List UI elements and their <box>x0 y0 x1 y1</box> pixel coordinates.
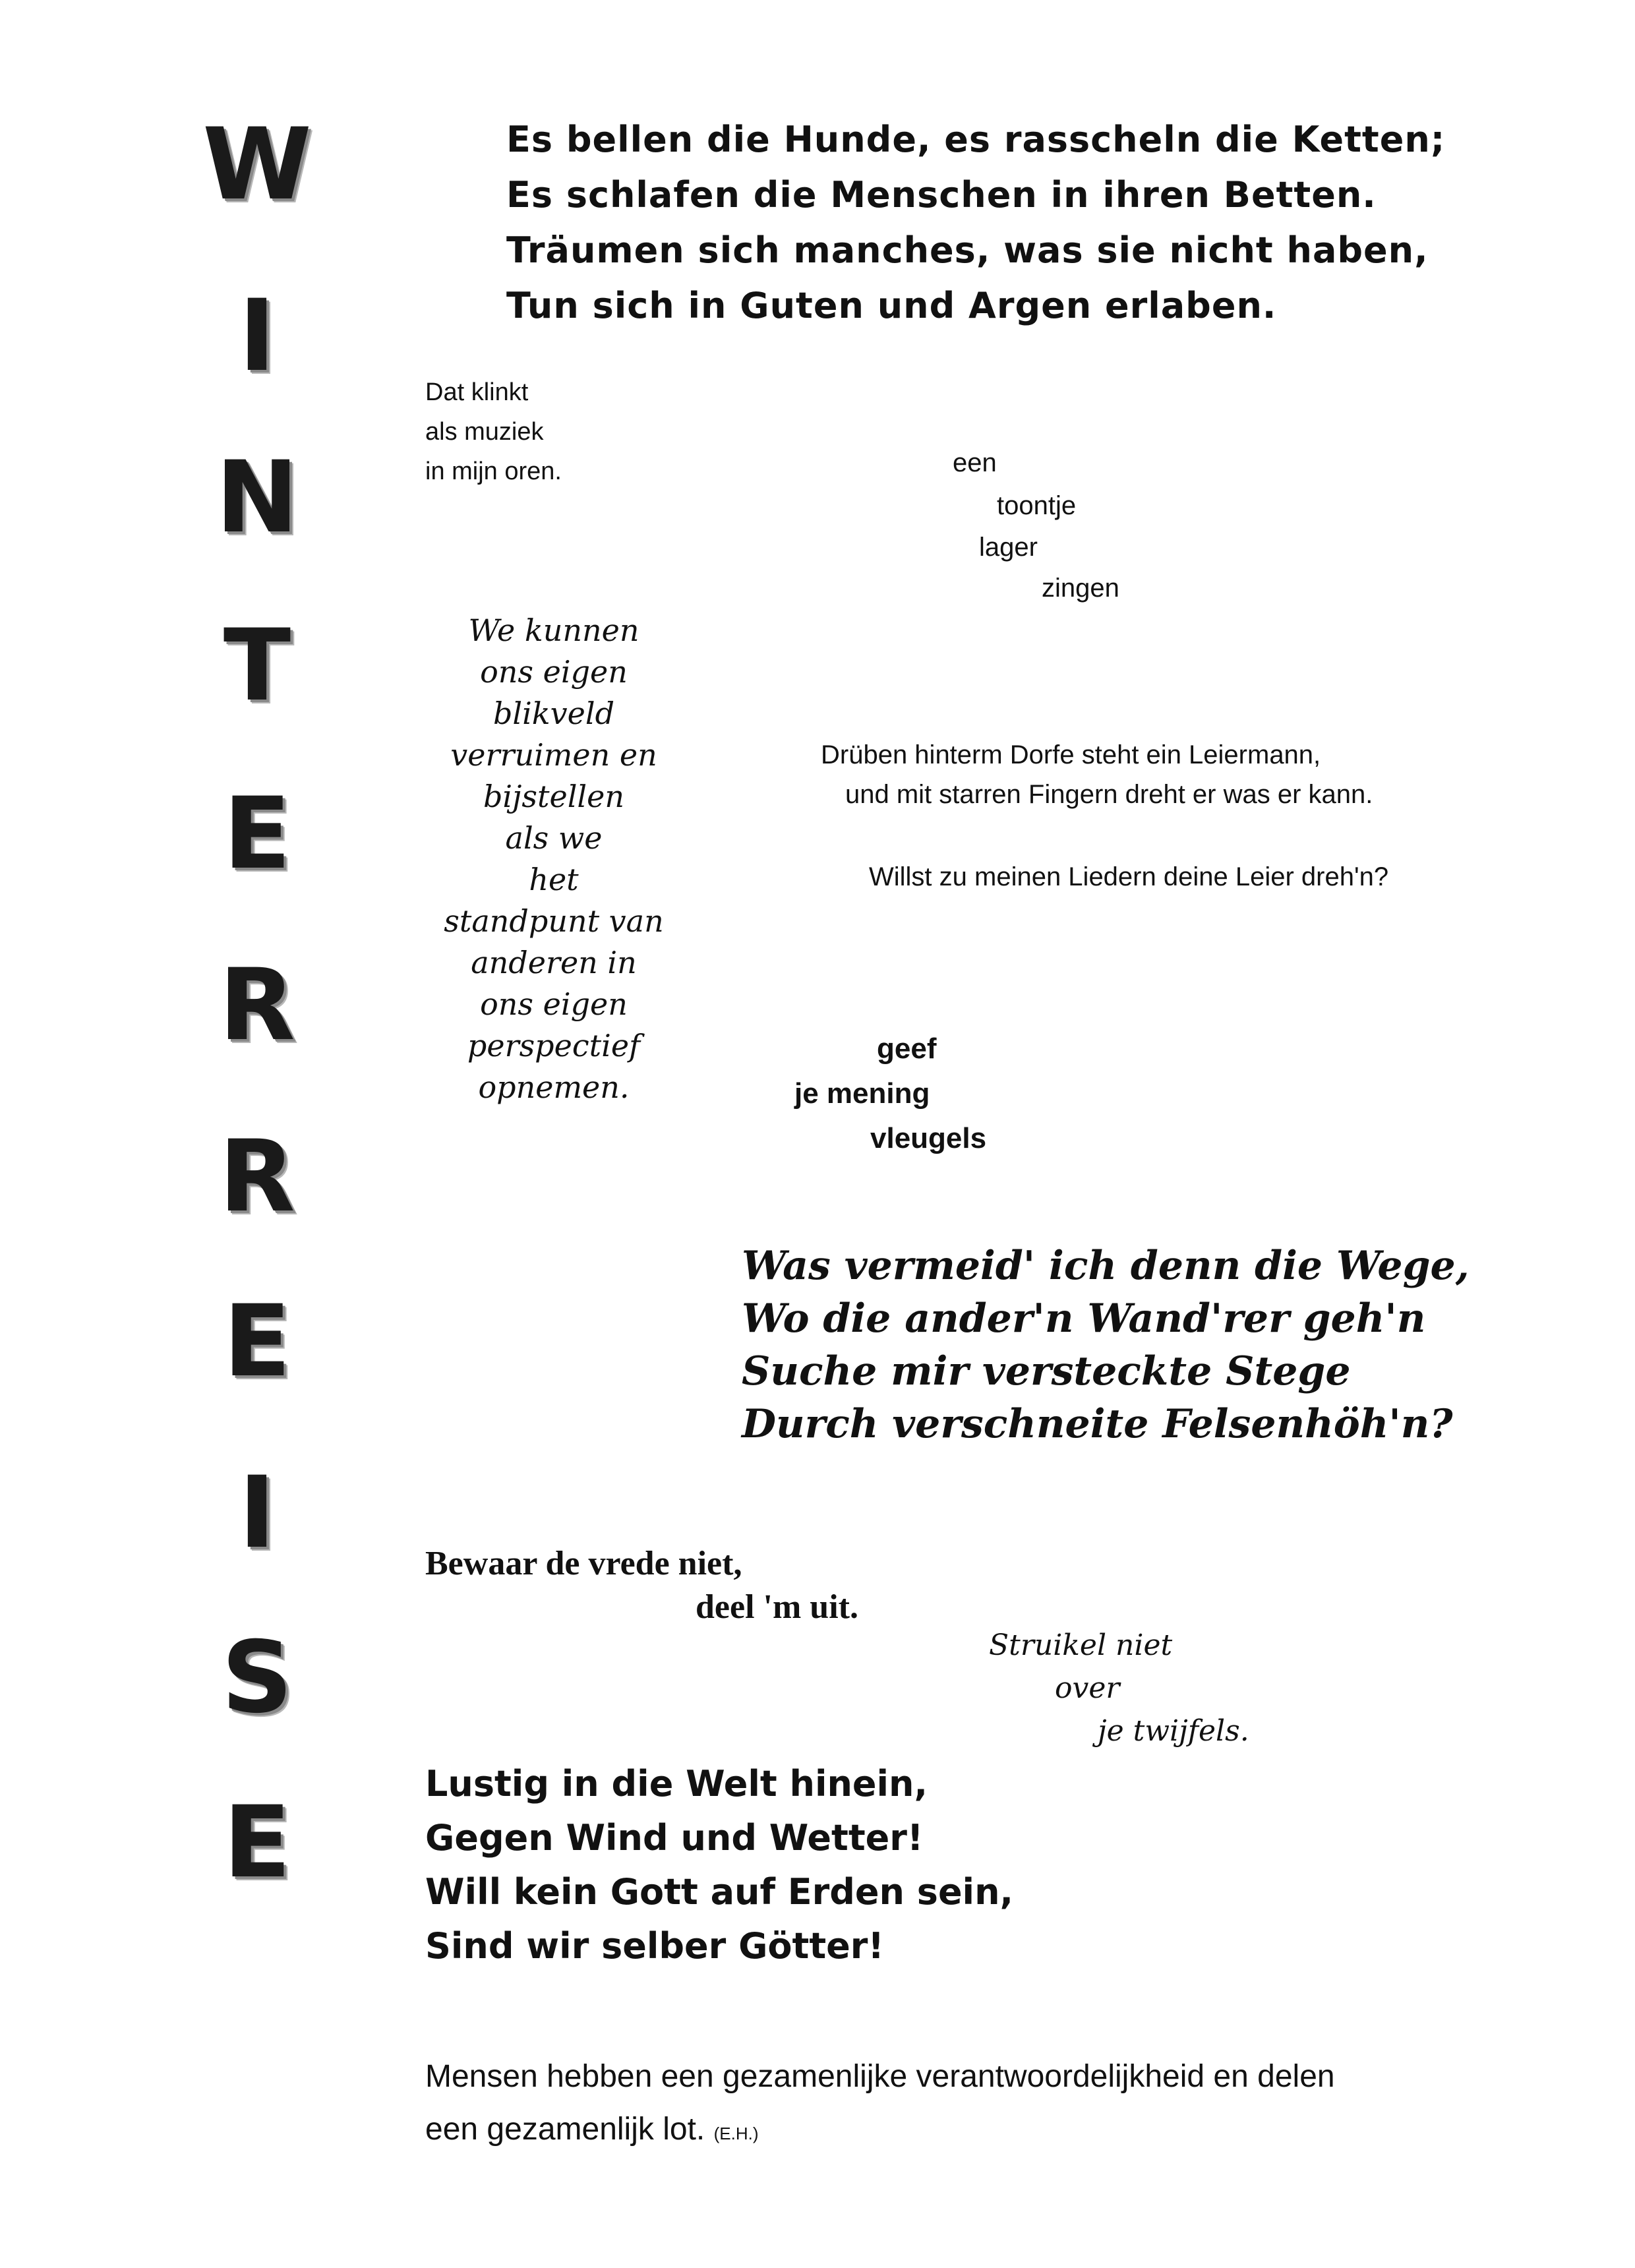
title-letter: E <box>223 1284 291 1399</box>
poem-line: Wo die ander'n Wand'rer geh'n <box>742 1296 1426 1342</box>
title-letter: R <box>219 1119 295 1234</box>
closing-statement <box>425 2050 1335 2160</box>
text-line: Drüben hinterm Dorfe steht ein Leiermann, <box>821 740 1321 769</box>
text-line: bijstellen <box>483 779 624 814</box>
text-line: und mit starren Fingern dreht er was er kann. <box>845 780 1373 809</box>
text-line: Mensen hebben een gezamenlijke verantwoordelijkheid en delen <box>425 2059 1335 2094</box>
text-line: over <box>1055 1671 1120 1705</box>
text-line: je mening <box>794 1077 930 1110</box>
author-initials: (E.H.) <box>713 2124 759 2143</box>
text-line: een <box>953 448 997 477</box>
text-line: blikveld <box>492 696 615 731</box>
title-letter: E <box>223 1785 291 1900</box>
text-line: vleugels <box>870 1122 987 1154</box>
text-line: Dat klinkt <box>425 378 529 406</box>
text-line: toontje <box>997 491 1077 520</box>
text-line: geef <box>877 1032 937 1065</box>
text-line: het <box>529 862 579 897</box>
blikveld-block <box>396 610 712 1108</box>
poem-line: Es schlafen die Menschen in ihren Betten. <box>506 174 1377 216</box>
muziek-block <box>425 373 562 491</box>
text-line: opnemen. <box>478 1069 630 1105</box>
poem-line: Lustig in die Welt hinein, <box>425 1763 928 1805</box>
text-line: lager <box>979 533 1038 562</box>
text-line: je twijfels. <box>1098 1714 1249 1748</box>
title-letter: W <box>202 107 312 222</box>
wege-stanza <box>742 1239 1470 1450</box>
text-line: Bewaar de vrede niet, <box>425 1545 742 1582</box>
text-line: Struikel niet <box>989 1628 1173 1662</box>
text-line: standpunt van <box>444 903 664 939</box>
poem-line: Was vermeid' ich denn die Wege, <box>742 1243 1470 1289</box>
stanza-dogs <box>506 112 1445 334</box>
text-line: We kunnen <box>468 612 639 648</box>
poem-line: Suche mir versteckte Stege <box>742 1348 1351 1394</box>
poem-line: Sind wir selber Götter! <box>425 1925 885 1967</box>
text-line: deel 'm uit. <box>696 1588 858 1626</box>
poem-line: Träumen sich manches, was sie nicht haben, <box>506 229 1429 271</box>
text-line: perspectief <box>467 1028 641 1063</box>
text-line: in mijn oren. <box>425 458 562 485</box>
text-line: zingen <box>1042 574 1119 603</box>
title-letter: S <box>221 1621 293 1735</box>
text-line: ons eigen <box>480 986 628 1022</box>
title-letter: E <box>223 777 291 891</box>
title-letter: N <box>216 440 299 555</box>
poem-line: Durch verschneite Felsenhöh'n? <box>742 1401 1453 1447</box>
lustig-stanza <box>425 1757 1013 1973</box>
closing-line-2: een gezamenlijk lot. <box>425 2112 705 2147</box>
poem-line: Tun sich in Guten und Argen erlaben. <box>506 285 1277 326</box>
text-line: ons eigen <box>480 654 628 690</box>
text-line: Willst zu meinen Liedern deine Leier dreh'n? <box>869 862 1389 891</box>
poem-line: Will kein Gott auf Erden sein, <box>425 1871 1014 1913</box>
text-line: als we <box>505 820 603 856</box>
title-letter: T <box>223 609 291 723</box>
text-line: verruimen en <box>450 737 657 773</box>
text-line <box>425 2103 1335 2160</box>
poem-line: Es bellen die Hunde, es rasscheln die Ketten; <box>506 119 1446 160</box>
text-line: anderen in <box>471 945 637 980</box>
poem-line: Gegen Wind und Wetter! <box>425 1817 924 1859</box>
text-line: als muziek <box>425 418 544 446</box>
title-letter: I <box>239 1456 276 1570</box>
title-letter: I <box>239 279 276 394</box>
title-letter: R <box>219 948 295 1063</box>
